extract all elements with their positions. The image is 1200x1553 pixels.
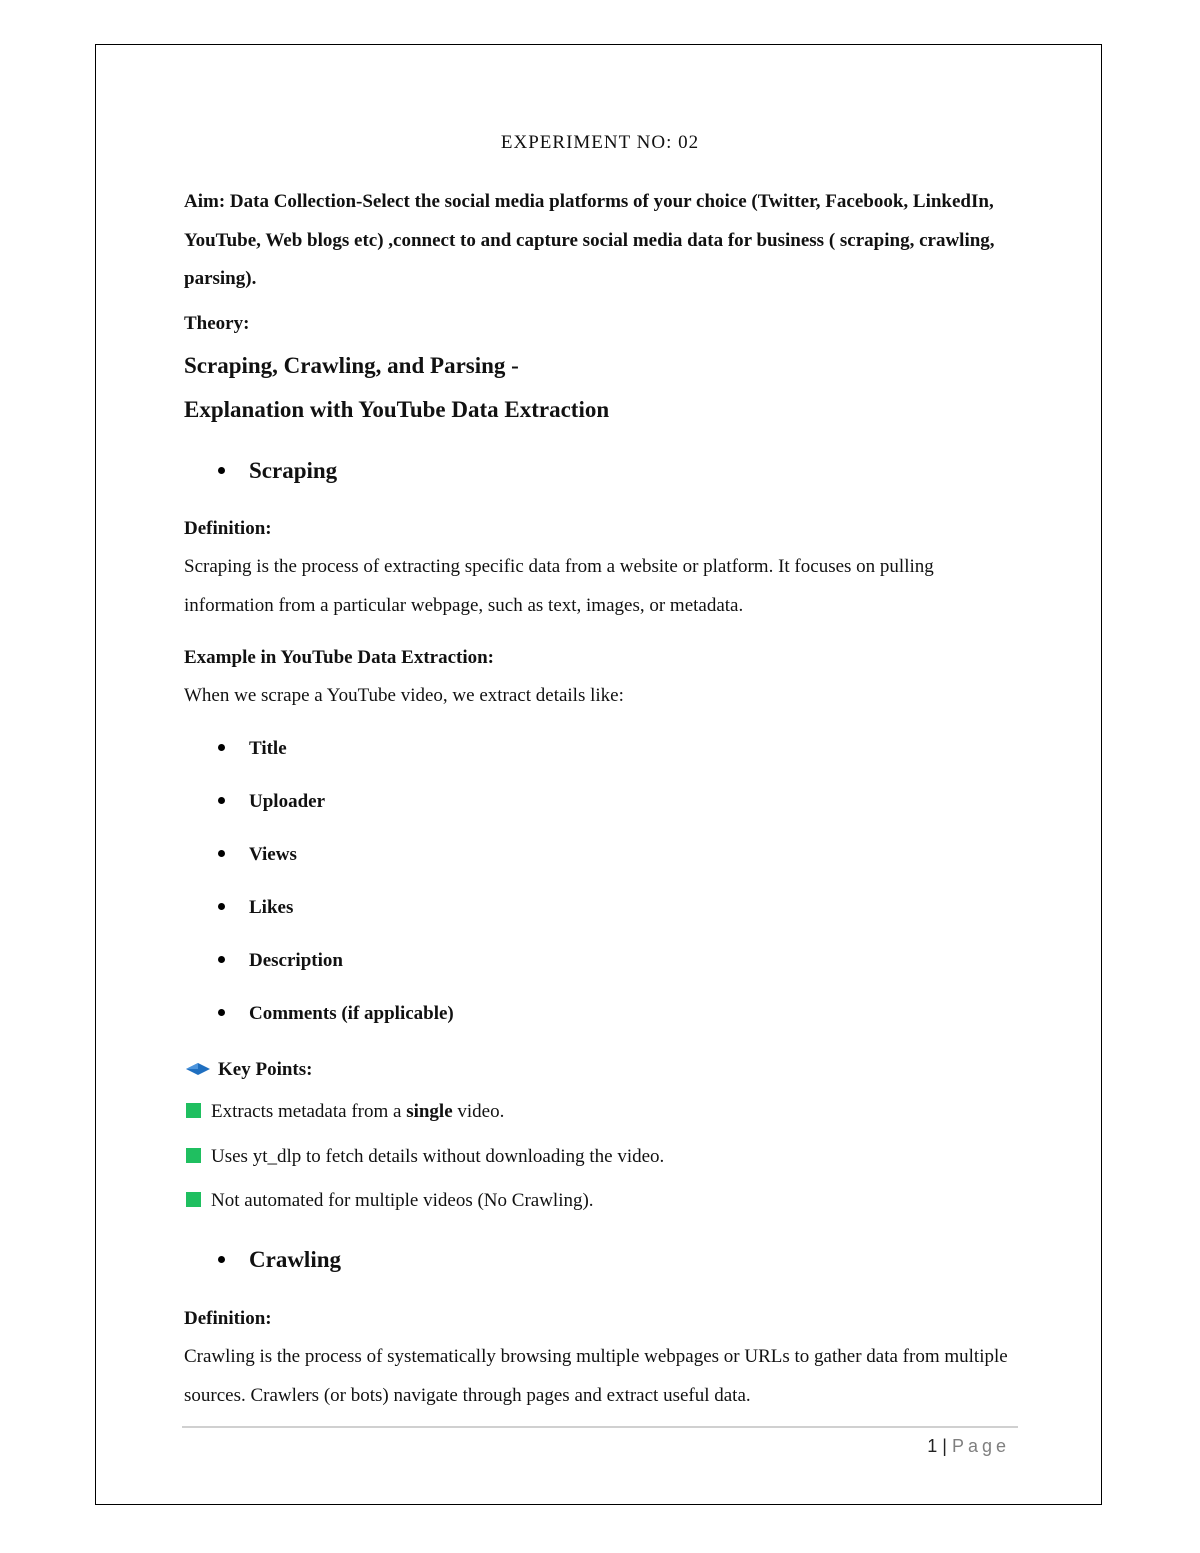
blue-diamond-icon <box>186 1063 210 1075</box>
page-number: 1 <box>927 1436 938 1456</box>
key-point-text: Extracts metadata from a <box>211 1101 402 1122</box>
example-text: When we scrape a YouTube video, we extract details like: <box>184 685 624 706</box>
key-point-1 <box>186 1101 504 1123</box>
detail-text: Description <box>249 950 343 971</box>
green-square-icon <box>186 1192 201 1207</box>
crawling-definition-label: Definition: <box>184 1308 272 1329</box>
bullet-icon <box>218 467 225 474</box>
detail-text: Comments (if applicable) <box>249 1003 454 1024</box>
document-title: EXPERIMENT NO: 02 <box>500 132 700 153</box>
key-points-heading <box>186 1059 312 1081</box>
detail-item-description <box>218 950 343 972</box>
key-point-3 <box>186 1190 594 1212</box>
key-point-emphasis: single <box>406 1101 453 1122</box>
green-square-icon <box>186 1103 201 1118</box>
bullet-icon <box>218 744 225 751</box>
key-point-text: video. <box>457 1101 505 1122</box>
page-separator: | <box>942 1436 947 1456</box>
key-point-text: Not automated for multiple videos (No Crawling). <box>211 1190 594 1211</box>
page-word: Page <box>951 1436 1010 1456</box>
bullet-icon <box>218 850 225 857</box>
bullet-icon <box>218 1256 225 1263</box>
aim-paragraph: Aim: Data Collection-Select the social media platforms of your choice (Twitter, Facebook, LinkedIn, YouTube, Web blogs etc) ,connect to and capture social media data for business ( scraping, crawling, parsing). <box>184 191 995 289</box>
key-point-2 <box>186 1146 664 1168</box>
crawling-section-heading <box>218 1247 341 1273</box>
detail-item-views <box>218 844 297 866</box>
example-label: Example in YouTube Data Extraction: <box>184 647 495 668</box>
green-square-icon <box>186 1148 201 1163</box>
scraping-definition-label: Definition: <box>184 518 272 539</box>
key-point-text: Uses yt_dlp to fetch details without downloading the video. <box>211 1146 665 1167</box>
detail-text: Title <box>249 738 287 759</box>
page-footer <box>927 1436 1010 1457</box>
detail-text: Uploader <box>249 791 325 812</box>
scraping-section-heading <box>218 458 337 484</box>
scraping-definition-text: Scraping is the process of extracting specific data from a website or platform. It focuses on pulling information from a particular webpage, such as text, images, or metadata. <box>184 556 934 616</box>
bullet-icon <box>218 1009 225 1016</box>
scraping-heading-text: Scraping <box>249 458 338 483</box>
footer-divider <box>182 1426 1018 1428</box>
detail-text: Likes <box>249 897 294 918</box>
crawling-definition-text: Crawling is the process of systematically browsing multiple webpages or URLs to gather data from multiple sources. Crawlers (or bots) navigate through pages and extract useful data. <box>184 1346 1008 1406</box>
bullet-icon <box>218 903 225 910</box>
crawling-heading-text: Crawling <box>249 1247 341 1272</box>
bullet-icon <box>218 797 225 804</box>
key-points-label: Key Points: <box>218 1059 313 1080</box>
main-heading-line-1: Scraping, Crawling, and Parsing - <box>184 353 519 378</box>
detail-item-uploader <box>218 791 325 813</box>
main-heading-line-2: Explanation with YouTube Data Extraction <box>184 397 610 422</box>
detail-item-title <box>218 738 287 760</box>
detail-item-likes <box>218 897 293 919</box>
theory-label: Theory: <box>184 313 250 334</box>
detail-text: Views <box>249 844 297 865</box>
detail-item-comments <box>218 1003 454 1025</box>
bullet-icon <box>218 956 225 963</box>
